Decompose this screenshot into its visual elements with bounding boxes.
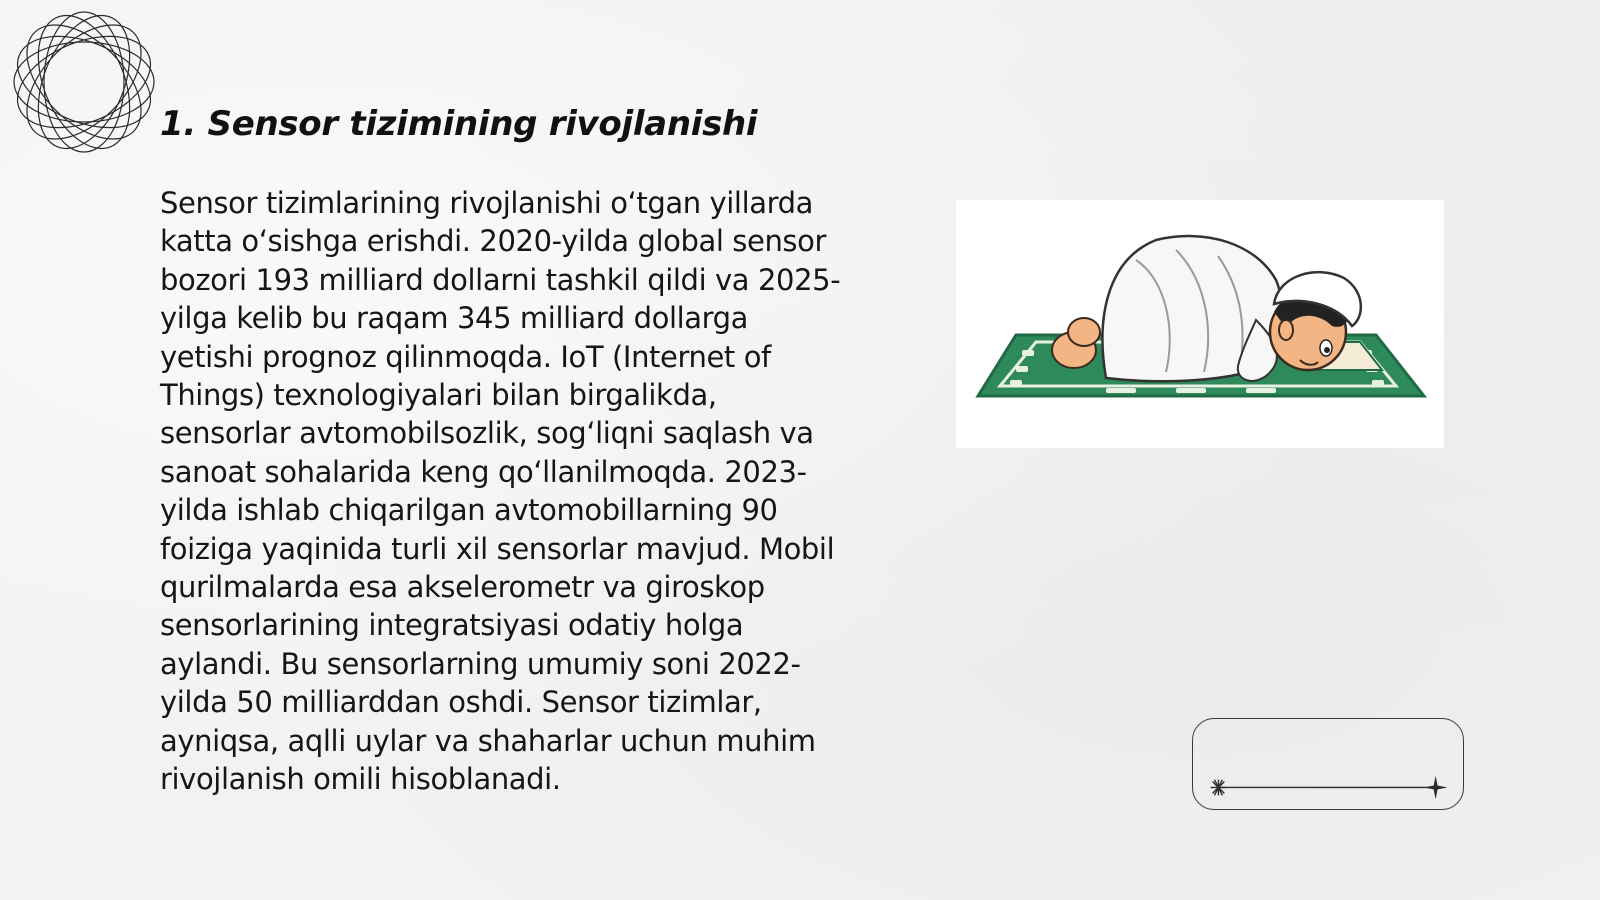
timeline-box [1192, 718, 1464, 810]
ornament-ellipse [10, 18, 158, 145]
ornament-ellipse [10, 18, 158, 145]
prayer-illustration [956, 200, 1444, 448]
ornament-ellipse [10, 8, 158, 156]
ornament-ellipse [20, 8, 147, 156]
starburst-icon [1211, 780, 1227, 796]
sparkle-icon [1424, 776, 1447, 799]
circular-line-ornament-icon [10, 8, 158, 156]
slide-body-text: Sensor tizimlarining rivojlanishi o‘tgan yillarda katta o‘sishga erishdi. 2020-yilda global sensor bozori 193 milliard dollarni tashkil qildi va 2025-yilga kelib bu raqam 345 milliard dollarga yetishi prognoz qilinmoqda. IoT (Internet of Things) texnologiyalari bilan birgalikda, sensorlar avtomobilsozlik, sog‘liqni saqlash va sanoat sohalarida keng qo‘llanilmoqda. 2023-yilda ishlab chiqarilgan avtomobillarning 90 foiziga yaqinida turli xil sensorlar mavjud. Mobil qurilmalarda esa akselerometr va giroskop sensorlarining integratsiyasi odatiy holga aylandi. Bu sensorlarning umumiy soni 2022-yilda 50 milliarddan oshdi. Sensor tizimlar, ayniqsa, aqlli uylar va shaharlar uchun muhim rivojlanish omili hisoblanadi. [160, 186, 841, 797]
timeline-line [1193, 719, 1463, 809]
praying-person-icon [956, 200, 1444, 448]
ornament-ellipse [10, 8, 158, 156]
slide-title: 1. Sensor tizimining rivojlanishi [160, 104, 758, 144]
ornament-ellipse [20, 8, 147, 156]
